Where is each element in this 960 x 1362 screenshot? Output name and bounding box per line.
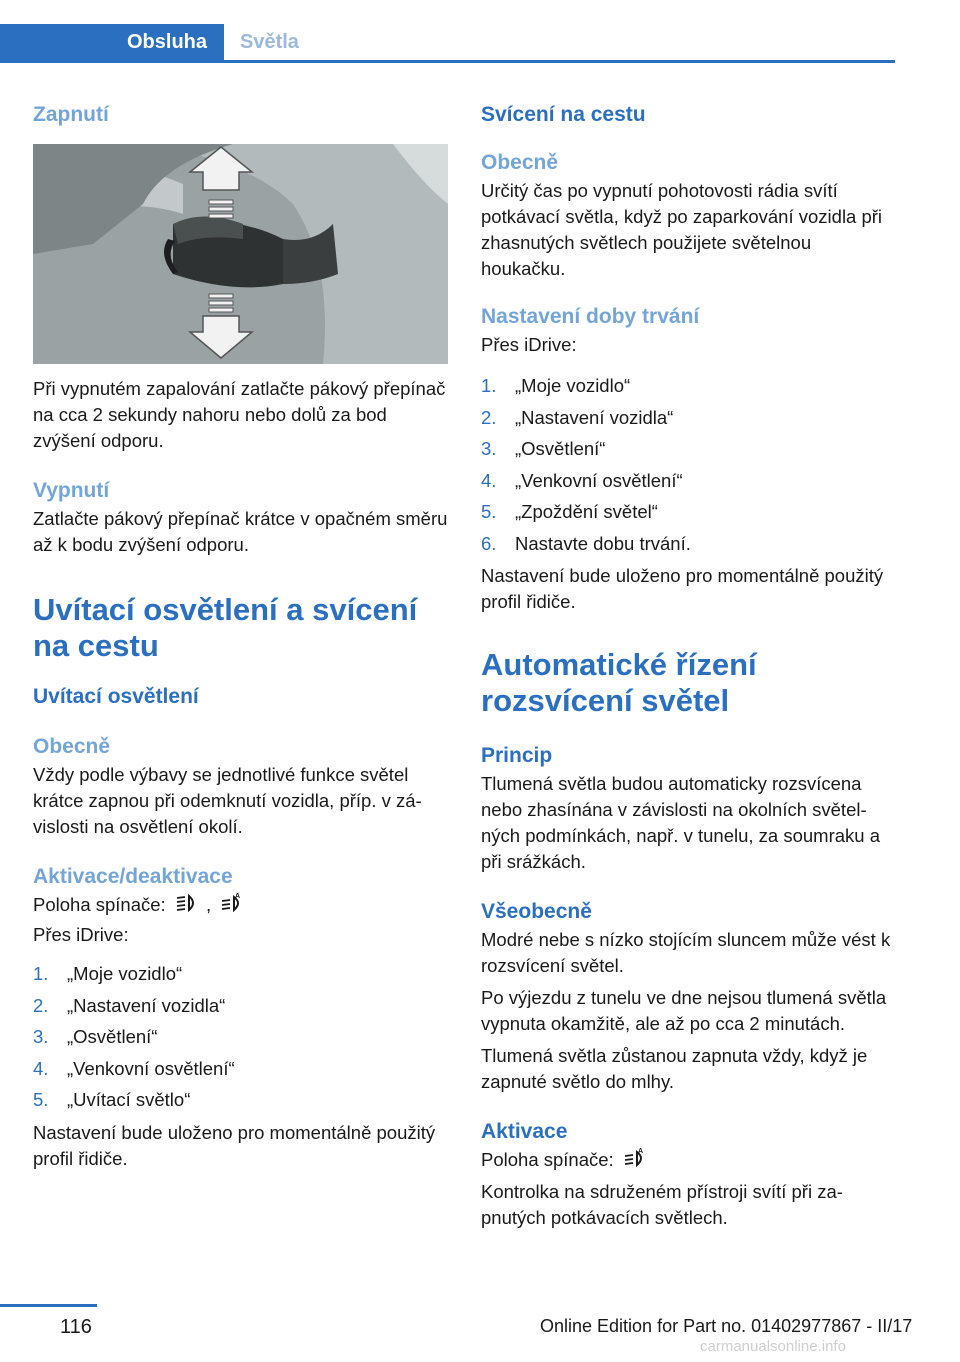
tab-obsluha[interactable]: Obsluha [0,24,224,60]
paragraph-vseobecne-3: Tlumená světla zůstanou zapnuta vždy, když je zapnuté světlo do mlhy. [481,1045,868,1092]
list-item: 5. „Zpoždění světel“ [481,501,658,522]
list-item: 1. „Moje vozidlo“ [481,375,631,396]
tab-svetla[interactable]: Světla [240,31,299,53]
idrive-steps-left [33,958,448,1116]
switch-position-label: Poloha spínače: [481,1149,614,1170]
right-column [481,100,896,1231]
switch-position-label: Poloha spínače: [33,894,166,915]
watermark: carmanualsonline.info [700,1338,846,1355]
heading-princip: Princip [481,744,553,767]
list-item: 6. Nastavte dobu trvání. [481,532,691,554]
list-item: 2. „Nastavení vozidla“ [481,406,674,428]
heading-aktivace-deaktivace: Aktivace/deaktivace [33,865,233,888]
header-tabs [0,24,960,64]
edition-note: Online Edition for Part no. 01402977867 - II/17 [540,1316,913,1336]
list-item: 4. „Venkovní osvětlení“ [481,469,683,491]
paragraph-kontrolka: Kontrolka na sdruženém přístroji svítí při zapnutých potkávacích světlech. [481,1181,843,1228]
lever-switch-illustration [33,144,448,364]
switch-position-line-right [481,1147,896,1173]
auto-headlight-icon [216,892,246,914]
svg-text:A: A [637,1148,643,1155]
list-item: 2. „Nastavení vozidla“ [33,994,226,1016]
header-rule [0,60,895,63]
paragraph-obecne-left: Vždy podle výbavy se jednotlivé funkce světel krátce zapnou při odemknutí vozidla, příp. v závislosti na osvětlení okolí. [33,764,422,837]
svg-text:A: A [235,893,241,900]
heading-obecne-left: Obecně [33,735,111,758]
page-number: 116 [60,1316,92,1338]
paragraph-zapnuti: Při vypnutém zapalování zatlačte pákový přepínač na cca 2 sekundy nahoru nebo dolů za bod zvýšení odporu. [33,378,446,451]
idrive-label-left: Přes iDrive: [33,924,129,945]
paragraph-vseobecne-2: Po výjezdu z tunelu ve dne nejsou tlumená světla vypnuta okamžitě, ale až po cca 2 minutách. [481,987,887,1034]
list-item: 1. „Moje vozidlo“ [33,963,183,984]
footer-rule [0,1304,97,1307]
heading-vypnuti: Vypnutí [33,479,110,502]
heading-uvitaci-osvetleni-sviceni: Uvítací osvětlení a svícení na cestu [33,592,418,663]
list-item: 3. „Osvětlení“ [481,438,606,459]
heading-sviceni-na-cestu: Svícení na cestu [481,103,646,126]
heading-obecne-right: Obecně [481,151,559,174]
paragraph-ulozeno-right: Nastavení bude uloženo pro momentálně použitý profil řidiče. [481,565,884,612]
list-item: 4. „Venkovní osvětlení“ [33,1057,235,1079]
idrive-steps-right [481,370,896,559]
switch-position-line [33,892,448,918]
paragraph-obecne-right: Určitý čas po vypnutí pohotovosti rádia svítí potkávací světla, když po zaparkování vozidla při zhasnutých světlech použijete světelnou houkačku. [481,180,883,279]
switch-position-separator: , [205,894,212,915]
heading-automaticke-rizeni: Automatické řízení rozsvícení světel [481,647,757,718]
paragraph-ulozeno-left: Nastavení bude uloženo pro momentálně použitý profil řidiče. [33,1121,436,1169]
left-column [33,100,448,1172]
paragraph-vypnuti: Zatlačte pákový přepínač krátce v opačném směru až k bodu zvýšení odporu. [33,508,448,555]
idrive-label-right: Přes iDrive: [481,334,577,355]
auto-headlight-icon [619,1147,649,1169]
heading-vseobecne: Všeobecně [481,900,592,923]
paragraph-princip: Tlumená světla budou automaticky rozsvícena nebo zhasínána v závislosti na okolních světelných podmínkách, např. v tunelu, za soumraku a při srážkách. [481,773,880,872]
heading-aktivace: Aktivace [481,1120,568,1143]
parking-light-icon [171,892,201,914]
heading-nastaveni-doby: Nastavení doby trvání [481,305,700,328]
list-item: 3. „Osvětlení“ [33,1026,158,1047]
heading-zapnuti: Zapnutí [33,103,109,126]
paragraph-vseobecne-1: Modré nebe s nízko stojícím sluncem může vést k rozsvícení světel. [481,929,891,976]
list-item: 5. „Uvítací světlo“ [33,1089,191,1110]
lever-switch-icon [33,144,448,364]
heading-uvitaci-osvetleni: Uvítací osvětlení [33,685,199,708]
